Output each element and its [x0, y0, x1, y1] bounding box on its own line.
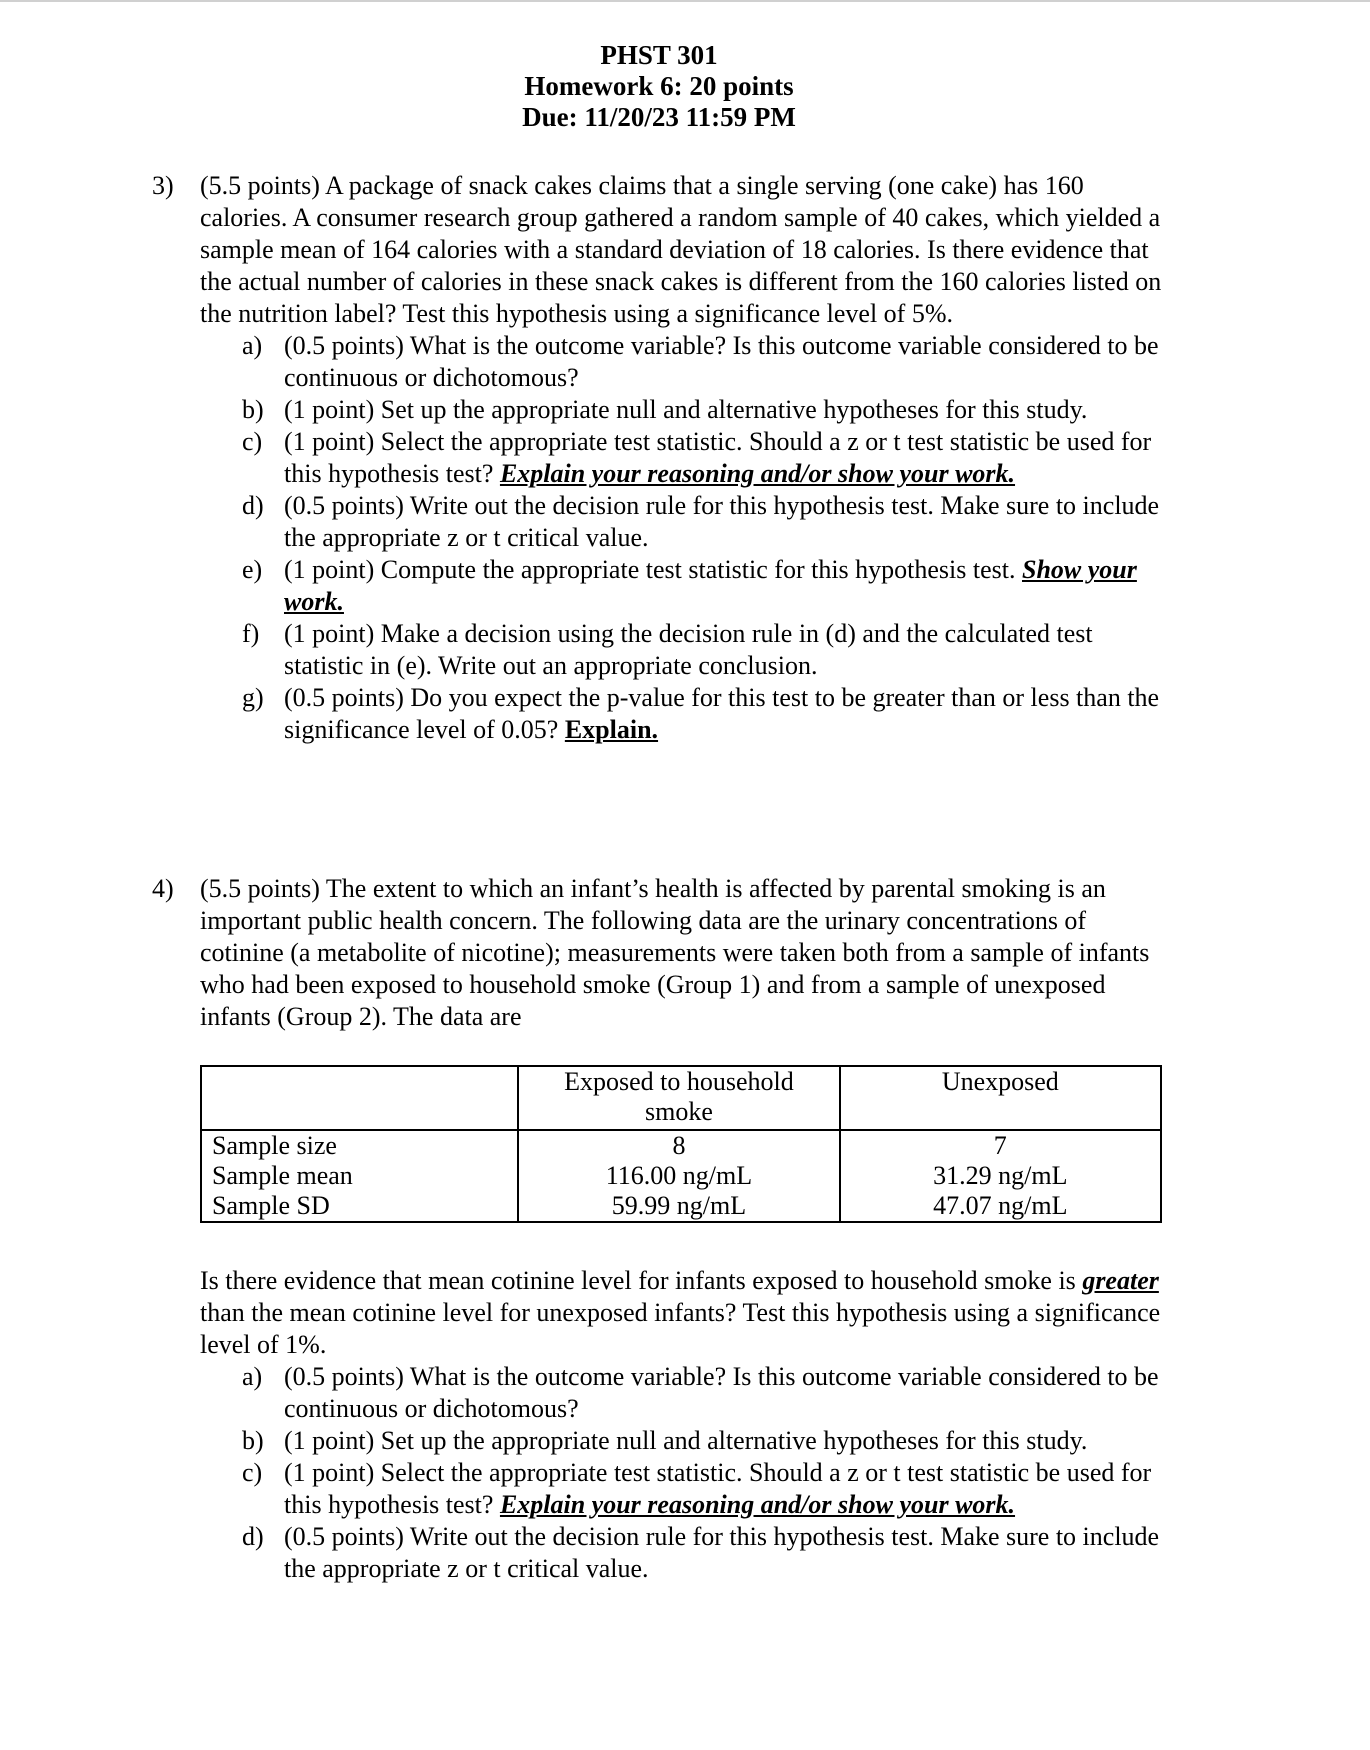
part-text: (0.5 points) Do you expect the p-value for this test to be greater than or less than the significance level of 0.05?	[284, 683, 1160, 744]
table-row	[201, 1130, 1161, 1161]
part-a	[242, 330, 1162, 394]
part-label: a)	[242, 331, 263, 360]
part-text: (1 point) Select the appropriate test statistic. Should a z or t test statistic be used for this hypothesis test?	[284, 427, 1152, 488]
part-label: g)	[242, 683, 264, 712]
part-c	[242, 1457, 1162, 1521]
part-d	[242, 490, 1162, 554]
part-label: b)	[242, 1426, 264, 1455]
table-row	[201, 1161, 1161, 1191]
part-g	[242, 682, 1162, 746]
emphasis-text: Explain your reasoning and/or show your work.	[499, 459, 1016, 488]
emphasis-text: Explain your reasoning and/or show your work.	[499, 1490, 1016, 1519]
part-a	[242, 1361, 1162, 1425]
question-stem: (5.5 points) A package of snack cakes claims that a single serving (one cake) has 160 calories. A consumer research group gathered a random sample of 40 cakes, which yielded a sample mean of 164 calories with a standard deviation of 18 calories. Is there evidence that the actual number of calories in these snack cakes is different from the 160 calories listed on the nutrition label? Test this hypothesis using a significance level of 5%.	[200, 171, 1162, 328]
row-label: Sample size	[201, 1130, 518, 1161]
course-title: PHST 301	[600, 40, 718, 70]
part-text: (1 point) Make a decision using the decision rule in (d) and the calculated test statistic in (e). Write out an appropriate conclusion.	[284, 619, 1093, 680]
part-text: (0.5 points) What is the outcome variable? Is this outcome variable considered to be continuous or dichotomous?	[284, 1362, 1159, 1423]
part-label: d)	[242, 491, 264, 520]
part-c	[242, 426, 1162, 490]
question-number: 4)	[152, 874, 174, 903]
question-prompt: Is there evidence that mean cotinine level for infants exposed to household smoke is greater than the mean cotinine level for unexposed infants? Test this hypothesis using a significance level of 1%.	[200, 1266, 1161, 1359]
row-label: Sample mean	[201, 1161, 518, 1191]
part-text: (0.5 points) Write out the decision rule for this hypothesis test. Make sure to include the appropriate z or t critical value.	[284, 1522, 1160, 1583]
question-3	[152, 170, 1162, 746]
emphasis-text: greater	[1082, 1266, 1159, 1295]
question-parts	[242, 330, 1162, 746]
emphasis-text: Show your work.	[284, 555, 1137, 616]
part-label: d)	[242, 1522, 264, 1551]
due-date: Due: 11/20/23 11:59 PM	[522, 102, 796, 132]
homework-title: Homework 6: 20 points	[524, 71, 794, 101]
question-number: 3)	[152, 171, 174, 200]
part-f	[242, 618, 1162, 682]
document-header	[0, 40, 1318, 133]
part-text: (1 point) Set up the appropriate null and alternative hypotheses for this study.	[284, 1426, 1088, 1455]
part-text: (1 point) Select the appropriate test statistic. Should a z or t test statistic be used for this hypothesis test?	[284, 1458, 1152, 1519]
row-label: Sample SD	[201, 1191, 518, 1222]
part-text: (1 point) Set up the appropriate null and alternative hypotheses for this study.	[284, 395, 1088, 424]
cell-unexposed: 31.29 ng/mL	[840, 1161, 1161, 1191]
question-4-followup	[200, 1265, 1162, 1585]
emphasis-text: Explain.	[564, 715, 659, 744]
part-text: (0.5 points) Write out the decision rule for this hypothesis test. Make sure to include the appropriate z or t critical value.	[284, 491, 1160, 552]
question-stem: (5.5 points) The extent to which an infant’s health is affected by parental smoking is an important public health concern. The following data are the urinary concentrations of cotinine (a metabolite of nicotine); measurements were taken both from a sample of infants who had been exposed to household smoke (Group 1) and from a sample of unexposed infants (Group 2). The data are	[200, 874, 1150, 1031]
part-label: c)	[242, 1458, 263, 1487]
table-header-unexposed: Unexposed	[840, 1066, 1161, 1130]
table-header-exposed: Exposed to household smoke	[518, 1066, 839, 1130]
part-b	[242, 1425, 1162, 1457]
part-d	[242, 1521, 1162, 1585]
cell-exposed: 116.00 ng/mL	[518, 1161, 839, 1191]
part-e	[242, 554, 1162, 618]
part-label: a)	[242, 1362, 263, 1391]
question-parts	[242, 1361, 1162, 1585]
part-text: (1 point) Compute the appropriate test statistic for this hypothesis test.	[284, 555, 1016, 584]
part-label: e)	[242, 555, 263, 584]
part-b	[242, 394, 1162, 426]
table-row	[201, 1191, 1161, 1222]
table-header-row	[201, 1066, 1161, 1130]
part-label: f)	[242, 619, 260, 648]
part-label: b)	[242, 395, 264, 424]
table-header-empty	[201, 1066, 518, 1130]
part-label: c)	[242, 427, 263, 456]
cell-exposed: 59.99 ng/mL	[518, 1191, 839, 1222]
cotinine-data-table	[200, 1065, 1162, 1223]
part-text: (0.5 points) What is the outcome variable? Is this outcome variable considered to be continuous or dichotomous?	[284, 331, 1159, 392]
cell-unexposed: 47.07 ng/mL	[840, 1191, 1161, 1222]
cell-unexposed: 7	[840, 1130, 1161, 1161]
question-4	[152, 873, 1162, 1033]
cell-exposed: 8	[518, 1130, 839, 1161]
